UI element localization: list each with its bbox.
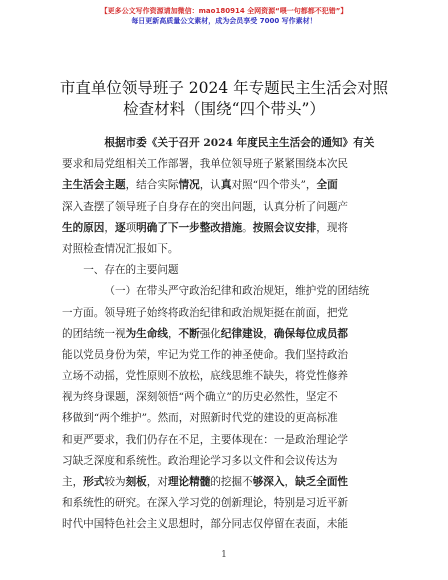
body-text: 能以党员身份为荣，牢记为党工作的神圣使命。我们坚持政治 — [62, 348, 349, 361]
bold-text: 理论精髓 — [167, 476, 211, 488]
body-text: 深入查摆了领导班子自身存在的突出问题，认真分析了问题产 — [62, 200, 349, 213]
body-line — [62, 514, 398, 535]
bold-text: 确保每位成员都 — [273, 327, 349, 340]
body-line — [62, 408, 398, 429]
body-text: 强化 — [199, 327, 221, 340]
body-line — [62, 303, 398, 324]
document-title-line1: 市直单位领导班子 2024 年专题民主生活会对照 — [59, 79, 389, 97]
body-text: 主， — [62, 476, 84, 488]
bold-text: 根据市委《关于召开 2024 年度民主生活会的通知》有关 — [104, 137, 375, 149]
bold-text: 按照会议安排 — [252, 221, 317, 234]
body-line — [62, 260, 398, 281]
body-text: 对照“四个带头”， — [231, 179, 317, 192]
body-text: （一）在带头严守政治纪律和政治规矩，维护党的团结统 — [104, 285, 370, 298]
body-text: 立场不动摇，党性原则不放松，底线思维不缺失，将党性修养 — [62, 370, 349, 383]
body-text: ，现将 — [316, 221, 349, 234]
bold-text: 主生活会主题 — [62, 179, 126, 192]
bold-text: 情况 — [178, 179, 200, 192]
bold-text: 明确了下一步整改措施 — [136, 221, 243, 234]
body-text: ， — [263, 327, 274, 340]
bold-text: 够深入 — [252, 476, 285, 488]
body-line — [62, 387, 398, 408]
body-text: 一、存在的主要问题 — [83, 264, 179, 277]
body-line — [62, 366, 398, 387]
body-text: 视为终身课题，深刻领悟“两个确立”的历史必然性，坚定不 — [62, 391, 338, 404]
body-line — [62, 493, 398, 514]
body-text: 一方面。领导班子始终将政治纪律和政治规矩挺在前面，把党 — [62, 306, 349, 319]
page-number: 1 — [221, 550, 227, 560]
body-line — [62, 324, 398, 345]
body-text: 和更严要求，我们仍存在不足，主要体现在：一是政治理论学 — [62, 433, 349, 446]
body-line — [62, 239, 398, 260]
bold-text: 形式 — [83, 476, 105, 488]
bold-text: 真 — [220, 179, 232, 192]
document-title — [40, 78, 408, 120]
body-line — [62, 281, 398, 302]
bold-text: 为生命线 — [125, 327, 168, 340]
body-line — [62, 197, 398, 218]
body-line — [62, 175, 398, 196]
document-body — [62, 133, 398, 536]
body-line — [62, 451, 398, 472]
bold-text: 不断 — [178, 327, 200, 340]
body-text: 时代中国特色社会主义思想时，部分同志仅停留在表面，未能 — [62, 518, 349, 531]
body-line — [62, 133, 398, 154]
body-line — [62, 345, 398, 366]
bold-text: 缺乏全面性 — [295, 476, 349, 488]
body-text: ，对 — [146, 476, 168, 488]
bold-text: 全面 — [316, 179, 338, 192]
promo-banner-line2: 每日更新高质量公文素材，成为会员享受 7000 写作素材！ — [131, 17, 317, 25]
body-text: ， — [104, 221, 115, 234]
body-line — [62, 154, 398, 175]
body-text: 的挖掘不 — [210, 476, 253, 488]
body-text: 项 — [125, 221, 137, 234]
body-text: 。 — [242, 221, 253, 234]
bold-text: 生的原因 — [62, 221, 105, 234]
body-text: 的团结统一视 — [62, 327, 126, 340]
promo-banner-line1: 【更多公文写作资源请加微信：mao180914 全网资源“喂一句都都不犯错”】 — [100, 7, 348, 15]
body-text: ， — [167, 327, 179, 340]
body-text: 较为 — [104, 476, 126, 488]
promo-banner — [0, 6, 448, 26]
body-line — [62, 472, 398, 493]
body-text: 习缺乏深度和系统性。政治理论学习多以文件和会议传达为 — [62, 454, 338, 467]
document-title-line2: 检查材料（围绕“四个带头”） — [123, 100, 325, 118]
body-text: ，认 — [199, 179, 221, 192]
bold-text: 逐 — [114, 221, 126, 234]
body-text: 移做到“两个维护”。然而，对照新时代党的建设的更高标准 — [62, 412, 338, 425]
body-line — [62, 430, 398, 451]
bold-text: 纪律建设 — [220, 327, 264, 340]
body-text: 对照检查情况汇报如下。 — [62, 242, 179, 255]
body-text: 和系统性的研究。在深入学习党的创新理论，特别是习近平新 — [62, 497, 349, 510]
body-text: 要求和局党组相关工作部署，我单位领导班子紧紧围绕本次民 — [62, 158, 349, 171]
body-line — [62, 218, 398, 239]
body-text: ，结合实际 — [125, 179, 179, 192]
body-text: ， — [284, 476, 296, 488]
bold-text: 刻板 — [125, 476, 147, 488]
